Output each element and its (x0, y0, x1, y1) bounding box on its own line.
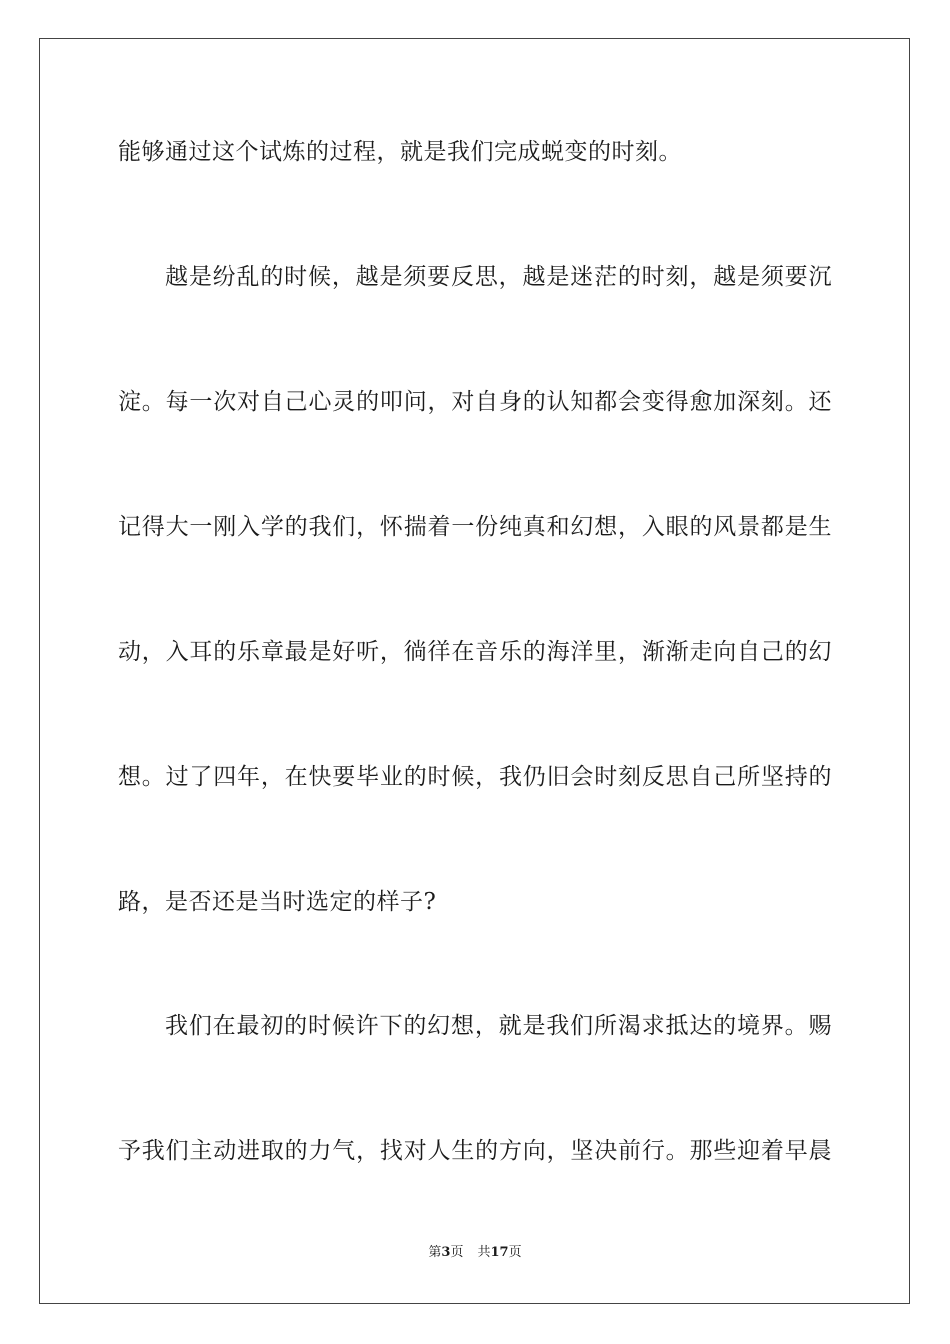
footer-total-prefix: 共 (477, 1245, 491, 1260)
paragraph-line-3: 淀。每一次对自己心灵的叩问，对自身的认知都会变得愈加深刻。还 (118, 389, 832, 415)
footer-page-number: 3 (441, 1245, 451, 1260)
paragraph-line-9: 予我们主动进取的力气，找对人生的方向，坚决前行。那些迎着早晨 (118, 1138, 832, 1164)
paragraph-line-1: 能够通过这个试炼的过程，就是我们完成蜕变的时刻。 (118, 139, 682, 165)
paragraph-line-7: 路，是否还是当时选定的样子? (118, 889, 437, 915)
paragraph-line-2: 越是纷乱的时候，越是须要反思，越是迷茫的时刻，越是须要沉 (165, 264, 832, 290)
page-border (39, 38, 910, 1304)
footer-total-suffix: 页 (508, 1245, 522, 1260)
paragraph-line-8: 我们在最初的时候许下的幻想，就是我们所渴求抵达的境界。赐 (165, 1013, 832, 1039)
page-footer (0, 1245, 950, 1261)
paragraph-line-4: 记得大一刚入学的我们，怀揣着一份纯真和幻想，入眼的风景都是生 (118, 514, 832, 540)
footer-page-prefix: 第 (428, 1245, 442, 1260)
paragraph-line-5: 动，入耳的乐章最是好听，徜徉在音乐的海洋里，渐渐走向自己的幻 (118, 639, 832, 665)
paragraph-line-6: 想。过了四年，在快要毕业的时候，我仍旧会时刻反思自己所坚持的 (118, 764, 832, 790)
footer-page-suffix: 页 (450, 1245, 464, 1260)
footer-total-pages: 17 (490, 1245, 509, 1260)
